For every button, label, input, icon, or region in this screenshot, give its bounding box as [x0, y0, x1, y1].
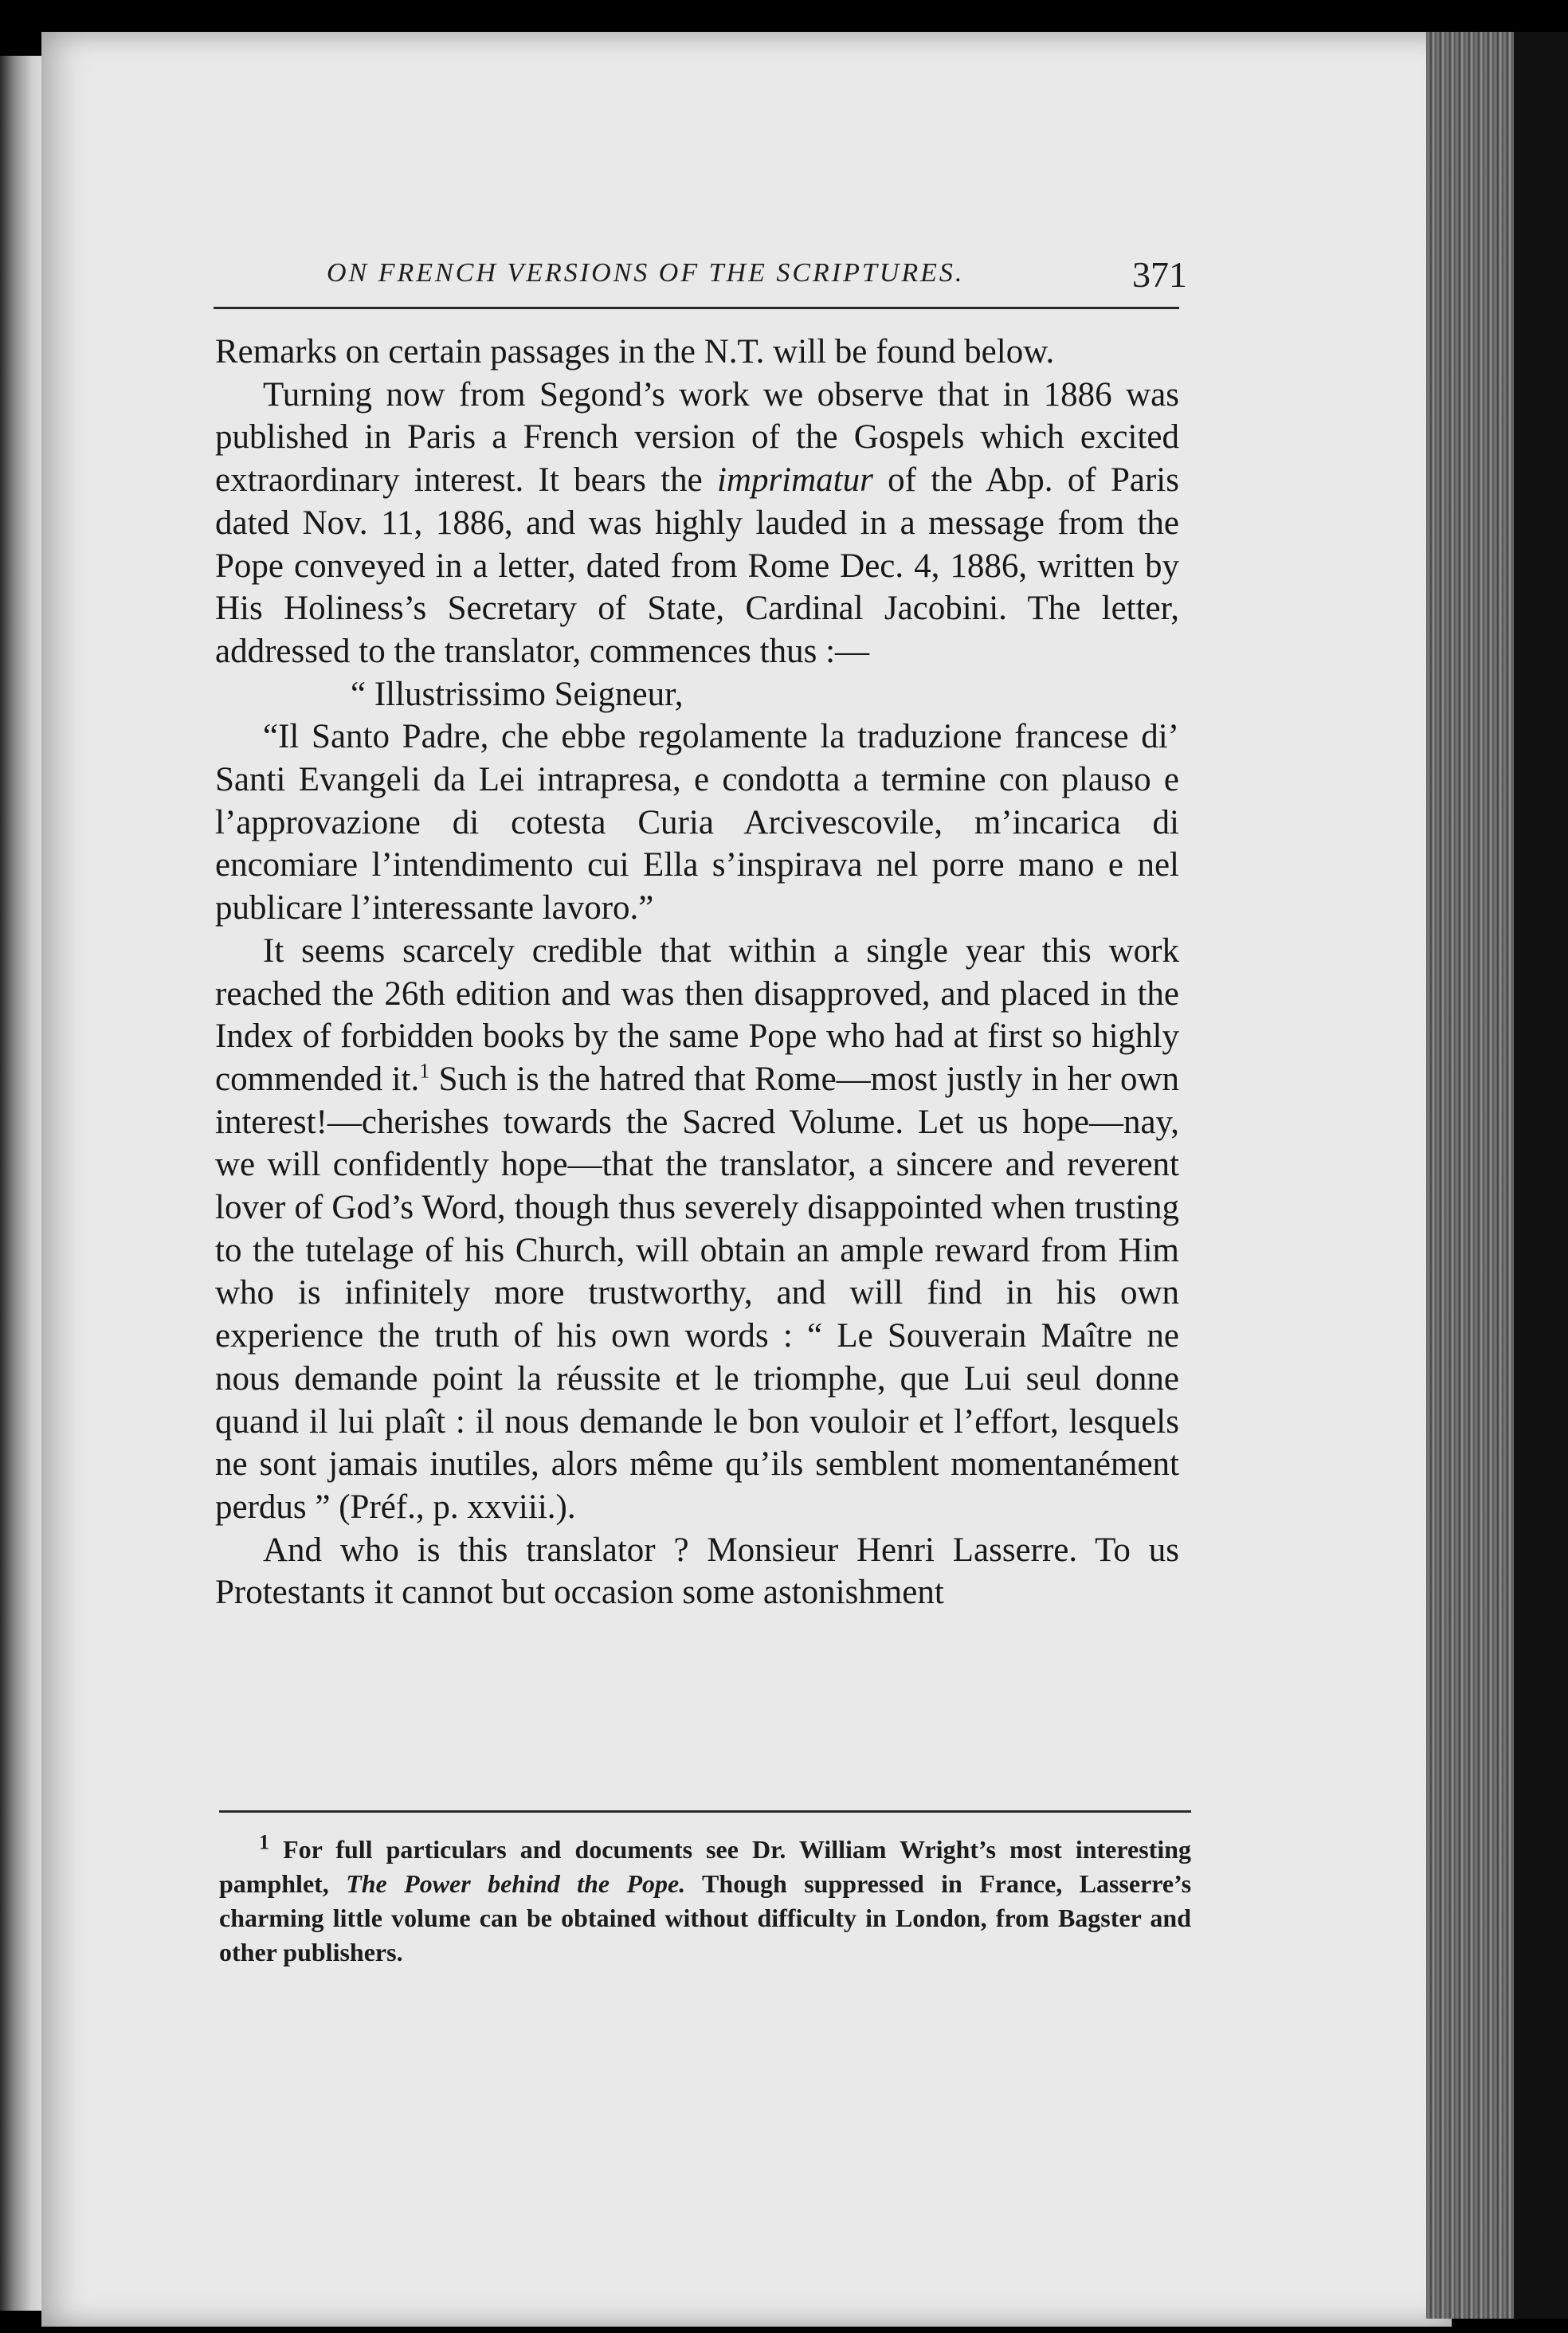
page-header: [215, 253, 1187, 301]
page-number: 371: [1132, 254, 1187, 295]
letter-salutation: “ Illustrissimo Seigneur,: [351, 675, 684, 713]
footnote-reference: 1: [419, 1059, 430, 1083]
paragraph-2: [215, 374, 1179, 673]
paragraph-5: And who is this translator ? Monsieur Henri Lasserre. To us Protestants it cannot but occasion some astonishment: [215, 1531, 1179, 1612]
paragraph-4: [215, 930, 1179, 1529]
page-stack-edge: [1426, 32, 1522, 2319]
footnote-1: [219, 1830, 1192, 1970]
footnote-1-text-cont: Though suppressed in France, Lasserre’s charming little volume can be obtained without difficulty in London, from Bagster and other publishers.: [219, 1869, 1192, 1966]
footnote-rule: [219, 1810, 1191, 1813]
paragraph-2-text: Turning now from Segond’s work we observe that in 1886 was published in Paris a French version of the Gospels which excited extraordinary interest. It bears the: [215, 375, 1179, 500]
page-stack-shadow: [1514, 32, 1568, 2319]
header-rule: [214, 307, 1179, 309]
paragraph-4-text-cont: Such is the hatred that Rome—most justly in her own interest!—cherishes towards the Sacred Volume. Let us hope—nay, we will confidently hope—that the translator, a sincere and reverent lover of God’s Word, though thus severely disappointed when trusting to the tutelage of his Church, will obtain an ample reward from Him who is infinitely more trustworthy, and will find in his own experience the truth of his own words : “ Le Souverain Maître ne nous demande point la réussite et le triomphe, que Lui seul donne quand il lui plaît : il nous demande le bon vouloir et l’effort, lesquels ne sont jamais inutiles, alors même qu’ils semblent momentanément perdus ” (Préf., p. xxviii.).: [215, 1060, 1180, 1526]
imprimatur-italic: imprimatur: [716, 461, 873, 500]
letter-quote: “Il Santo Padre, che ebbe regolamente la traduzione francese di’ Santi Evangeli da Lei intrapresa, e condotta a termine con plauso e l’approvazione di cotesta Curia Arcivescovile, m’incarica di encomiare l’intendimento cui Ella s’inspirava nel porre mano e nel publicare l’interessante lavoro.”: [215, 718, 1179, 927]
previous-page-edge: [0, 56, 48, 2311]
body-text: [215, 331, 1179, 1614]
footnote-1-title: The Power behind the Pope.: [346, 1869, 686, 1898]
running-title: ON FRENCH VERSIONS OF THE SCRIPTURES.: [327, 258, 965, 288]
paragraph-4-text: It seems scarcely credible that within a single year this work reached the 26th edition and was then disapproved, and placed in the Index of forbidden books by the same Pope who had at first so highly commended it.: [215, 931, 1179, 1098]
paragraph-2-text-cont: of the Abp. of Paris dated Nov. 11, 1886, and was highly lauded in a message from the Pope conveyed in a letter, dated from Rome Dec. 4, 1886, written by His Holiness’s Secretary of State, Cardinal Jacobini. The letter, addressed to the translator, commences thus :—: [215, 461, 1179, 670]
footnotes: [219, 1830, 1192, 1970]
footnote-1-text: For full particulars and documents see Dr. William Wright’s most interesting pamphlet,: [219, 1835, 1191, 1898]
paragraph-1: Remarks on certain passages in the N.T. will be found below.: [215, 333, 1055, 371]
footnote-mark: 1: [259, 1830, 269, 1854]
